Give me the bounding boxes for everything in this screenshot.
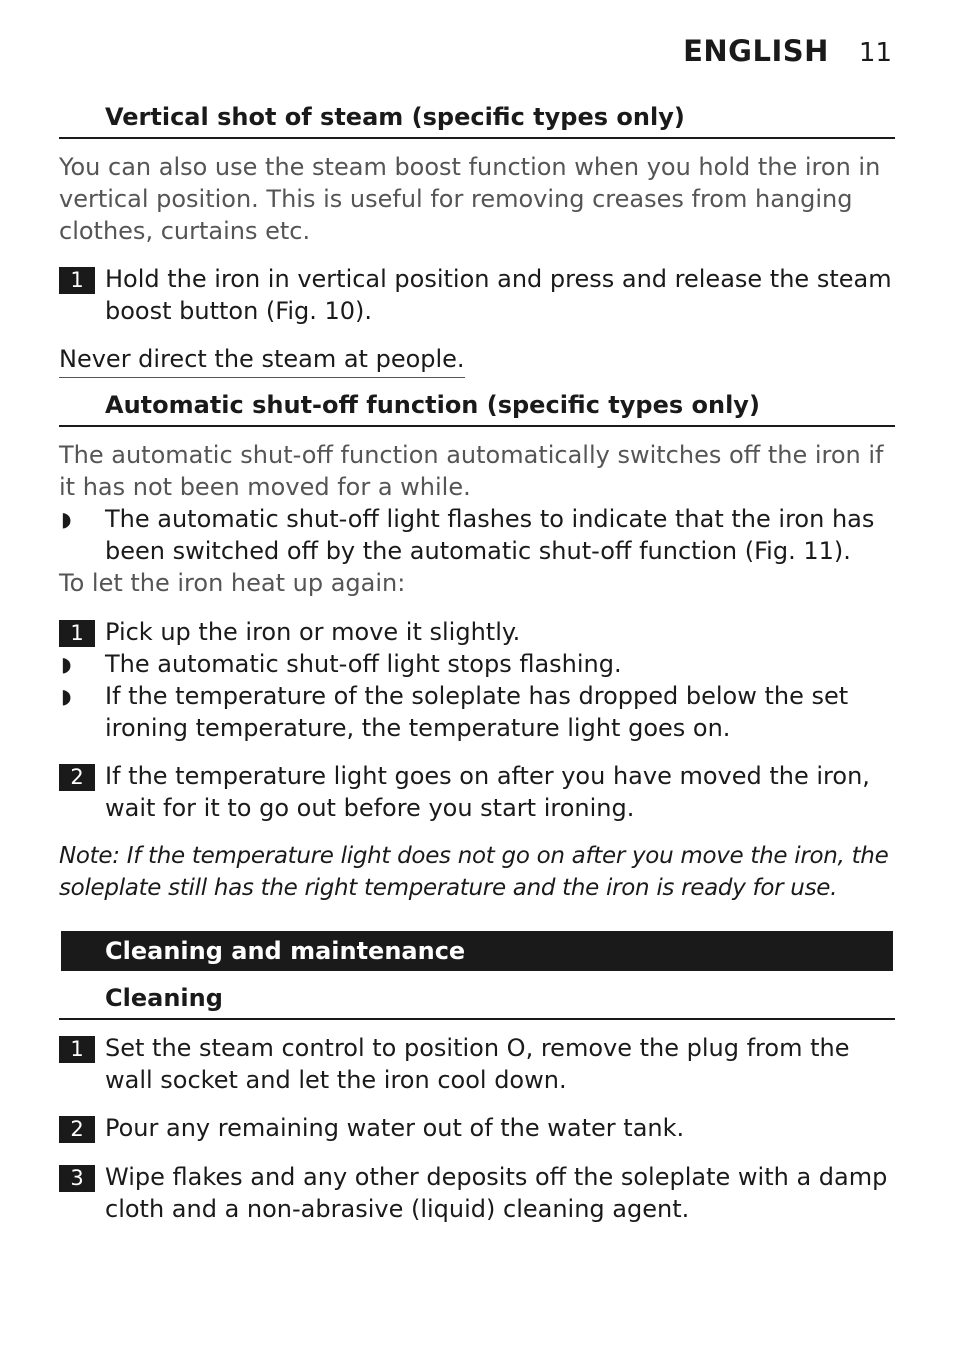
step-number-badge: 1: [59, 1036, 95, 1063]
auto-shutoff-bullet-1: [59, 503, 895, 567]
auto-shutoff-step-1: [59, 616, 895, 648]
page-number: 11: [858, 38, 892, 68]
vertical-steam-step-1: [59, 263, 895, 327]
step-text: Pick up the iron or move it slightly.: [105, 618, 521, 646]
cleaning-step-3: [59, 1161, 895, 1225]
step-number-badge: 2: [59, 1116, 95, 1143]
step-text: Hold the iron in vertical position and press and release the steam boost button (Fig. 10).: [105, 265, 892, 325]
auto-shutoff-step-2: [59, 760, 895, 824]
section-heading-vertical-steam: Vertical shot of steam (specific types only): [59, 99, 895, 139]
language-label: ENGLISH: [683, 34, 829, 68]
auto-shutoff-bullet-3: [59, 680, 895, 744]
section-heading-auto-shutoff: Automatic shut-off function (specific types only): [59, 387, 895, 427]
auto-shutoff-bullet-2: [59, 648, 895, 680]
warning-text: Never direct the steam at people.: [59, 343, 465, 378]
vertical-steam-intro: You can also use the steam boost function when you hold the iron in vertical position. This is useful for removing creases from hanging clothes, curtains etc.: [59, 153, 881, 245]
step-text: Wipe flakes and any other deposits off the soleplate with a damp cloth and a non-abrasive (liquid) cleaning agent.: [105, 1163, 888, 1223]
auto-shutoff-intro: The automatic shut-off function automatically switches off the iron if it has not been moved for a while.: [59, 441, 884, 501]
step-number-badge: 2: [59, 764, 95, 791]
step-text: Pour any remaining water out of the water tank.: [105, 1114, 685, 1142]
triangle-bullet-icon: ◗: [61, 684, 72, 708]
triangle-bullet-icon: ◗: [61, 507, 72, 531]
step-text: If the temperature light goes on after you have moved the iron, wait for it to go out before you start ironing.: [105, 762, 870, 822]
step-number-badge: 1: [59, 267, 95, 294]
reheat-intro: To let the iron heat up again:: [59, 569, 406, 597]
section-heading-cleaning: Cleaning: [59, 980, 895, 1020]
step-text: Set the steam control to position O, remove the plug from the wall socket and let the iron cool down.: [105, 1034, 850, 1094]
page-header: [683, 34, 892, 68]
triangle-bullet-icon: ◗: [61, 652, 72, 676]
bullet-text: The automatic shut-off light stops flashing.: [105, 650, 622, 678]
bullet-text: The automatic shut-off light flashes to indicate that the iron has been switched off by the automatic shut-off function (Fig. 11).: [105, 505, 875, 565]
step-number-badge: 1: [59, 620, 95, 647]
note-text: Note: If the temperature light does not go on after you move the iron, the soleplate still has the right temperature and the iron is ready for use.: [59, 843, 889, 901]
chapter-banner-cleaning-maintenance: Cleaning and maintenance: [61, 931, 893, 971]
bullet-text: If the temperature of the soleplate has dropped below the set ironing temperature, the temperature light goes on.: [105, 682, 849, 742]
step-number-badge: 3: [59, 1165, 95, 1192]
cleaning-step-1: [59, 1032, 895, 1096]
cleaning-step-2: [59, 1112, 895, 1144]
